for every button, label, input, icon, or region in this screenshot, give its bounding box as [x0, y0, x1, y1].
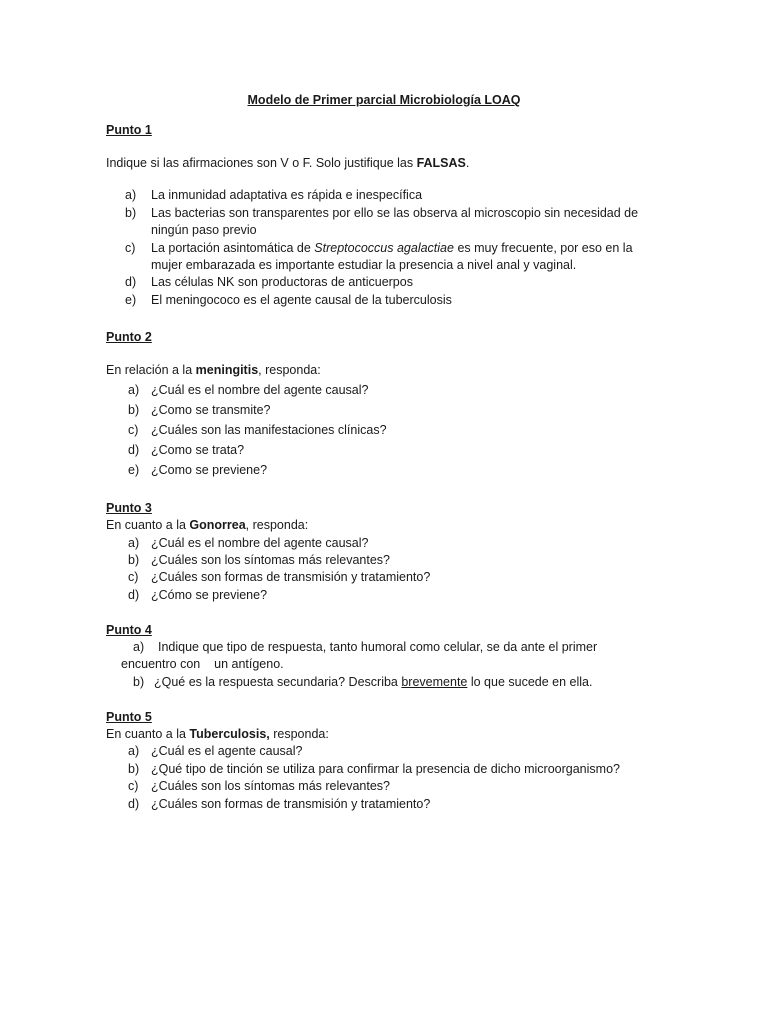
punto2-intro-text: En relación a la	[106, 363, 196, 377]
document-title: Modelo de Primer parcial Microbiología LOAQ	[247, 93, 521, 107]
punto5-item-a-text: ¿Cuál es el agente causal?	[151, 744, 303, 758]
punto1-intro	[106, 155, 469, 172]
punto1-item-a-text: La inmunidad adaptativa es rápida e inespecífica	[151, 188, 423, 202]
punto1-intro-bold: FALSAS	[416, 156, 466, 170]
punto3-item-c-text: ¿Cuáles son formas de transmisión y tratamiento?	[151, 570, 431, 584]
punto4-item-a-label: a)	[133, 640, 145, 654]
punto3-item-c-label: c)	[128, 570, 139, 584]
punto5-intro-end: responda:	[269, 727, 329, 741]
punto3-item-a-label: a)	[128, 536, 140, 550]
species-name: Streptococcus agalactiae	[314, 241, 454, 255]
punto5-item-b-label: b)	[128, 762, 140, 776]
punto1-item-d-text: Las células NK son productoras de anticuerpos	[151, 275, 413, 289]
punto2-item-b-label: b)	[128, 403, 140, 417]
punto5-intro-bold: Tuberculosis,	[189, 727, 270, 741]
punto4-item-b-underline: brevemente	[401, 675, 468, 689]
punto4-item-b-pre: ¿Qué es la respuesta secundaria? Describa	[154, 675, 402, 689]
punto2-item-a-text: ¿Cuál es el nombre del agente causal?	[151, 383, 369, 397]
punto1-heading: Punto 1	[106, 123, 152, 137]
punto3-heading: Punto 3	[106, 501, 152, 515]
punto2-intro-bold: meningitis	[195, 363, 259, 377]
punto2-heading: Punto 2	[106, 330, 152, 344]
punto1-item-e-label: e)	[125, 293, 137, 307]
punto5-item-a-label: a)	[128, 744, 140, 758]
punto5-item-c-text: ¿Cuáles son los síntomas más relevantes?	[151, 779, 390, 793]
punto5-intro-text: En cuanto a la	[106, 727, 190, 741]
punto2-item-e-text: ¿Como se previene?	[151, 463, 268, 477]
punto1-item-a-label: a)	[125, 188, 137, 202]
punto2-intro-end: , responda:	[258, 363, 321, 377]
punto1-intro-end: .	[465, 156, 470, 170]
punto4-item-b-post: lo que sucede en ella.	[467, 675, 593, 689]
punto1-item-b-line2: ningún paso previo	[151, 223, 257, 237]
punto4-item-b-text	[154, 674, 592, 691]
punto4-item-b-label: b)	[133, 675, 145, 689]
punto4-item-a-line2: encuentro con un antígeno.	[121, 657, 284, 671]
punto1-item-b-line1: Las bacterias son transparentes por ello se las observa al microscopio sin necesidad de	[151, 206, 639, 220]
punto5-heading: Punto 5	[106, 710, 152, 724]
punto3-item-b-label: b)	[128, 553, 140, 567]
punto1-intro-text: Indique si las afirmaciones son V o F. Solo justifique las	[106, 156, 417, 170]
punto1-item-b-label: b)	[125, 206, 137, 220]
punto4-heading: Punto 4	[106, 623, 152, 637]
punto3-intro-text: En cuanto a la	[106, 518, 190, 532]
punto5-item-d-label: d)	[128, 797, 140, 811]
punto5-item-c-label: c)	[128, 779, 139, 793]
punto2-item-d-label: d)	[128, 443, 140, 457]
punto2-item-d-text: ¿Como se trata?	[151, 443, 245, 457]
punto2-item-c-label: c)	[128, 423, 139, 437]
punto5-item-d-text: ¿Cuáles son formas de transmisión y tratamiento?	[151, 797, 431, 811]
punto2-item-a-label: a)	[128, 383, 140, 397]
punto2-item-e-label: e)	[128, 463, 140, 477]
punto5-item-b-text: ¿Qué tipo de tinción se utiliza para confirmar la presencia de dicho microorganismo?	[151, 762, 620, 776]
punto1-item-c-post: es muy frecuente, por eso en la	[453, 241, 633, 255]
punto1-item-c-pre: La portación asintomática de	[151, 241, 315, 255]
punto4-item-a-line1: Indique que tipo de respuesta, tanto humoral como celular, se da ante el primer	[158, 640, 598, 654]
punto3-intro-bold: Gonorrea	[189, 518, 246, 532]
punto3-item-a-text: ¿Cuál es el nombre del agente causal?	[151, 536, 369, 550]
punto3-intro	[106, 517, 308, 534]
punto2-item-c-text: ¿Cuáles son las manifestaciones clínicas?	[151, 423, 387, 437]
punto3-item-d-label: d)	[128, 588, 140, 602]
punto1-item-c-line1	[151, 240, 633, 257]
punto3-item-b-text: ¿Cuáles son los síntomas más relevantes?	[151, 553, 390, 567]
punto1-item-e-text: El meningococo es el agente causal de la tuberculosis	[151, 293, 452, 307]
punto3-item-d-text: ¿Cómo se previene?	[151, 588, 268, 602]
punto2-item-b-text: ¿Como se transmite?	[151, 403, 271, 417]
punto1-item-d-label: d)	[125, 275, 137, 289]
punto1-item-c-label: c)	[125, 241, 136, 255]
punto1-item-c-line2: mujer embarazada es importante estudiar la presencia a nivel anal y vaginal.	[151, 258, 577, 272]
punto3-intro-end: , responda:	[245, 518, 309, 532]
punto5-intro	[106, 726, 329, 743]
punto2-intro	[106, 362, 321, 379]
